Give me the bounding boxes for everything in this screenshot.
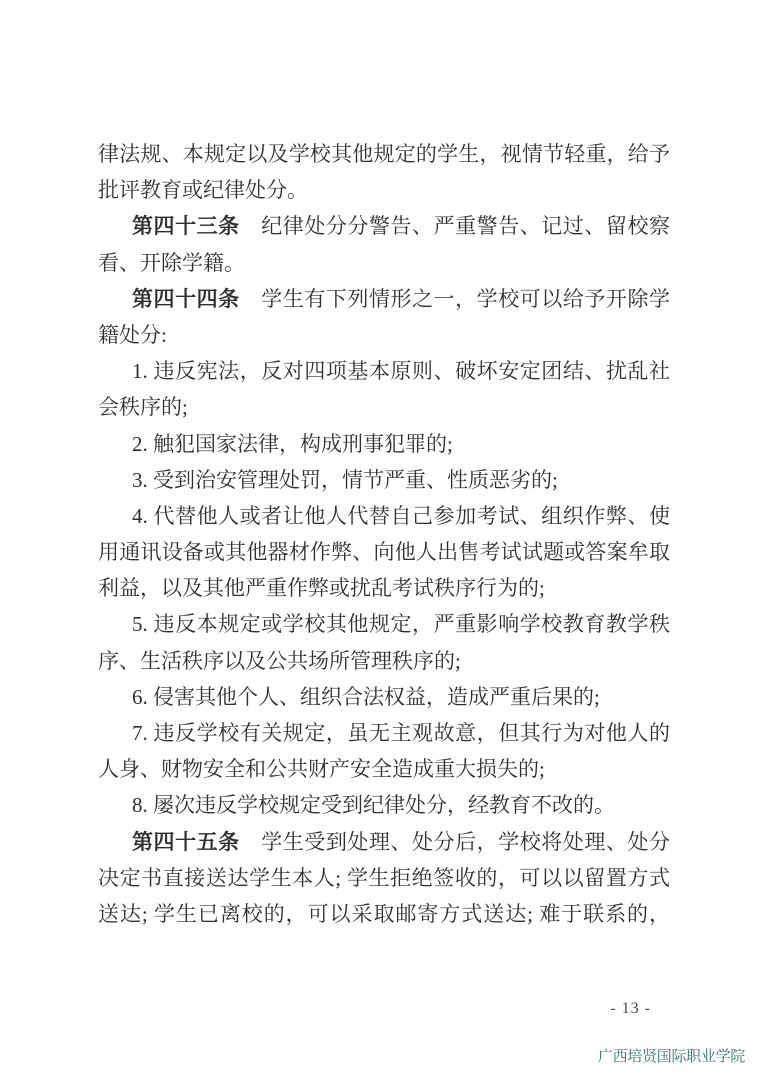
document-body [98, 136, 670, 932]
document-line: 7. 违反学校有关规定，虽无主观故意，但其行为对他人的 [132, 721, 670, 745]
document-line: 第四十四条 学生有下列情形之一，学校可以给予开除学 [132, 286, 671, 311]
document-line: 第四十五条 学生受到处理、处分后，学校将处理、处分 [132, 829, 671, 854]
document-line: 8. 屡次违反学校规定受到纪律处分，经教育不改的。 [132, 793, 615, 818]
document-line: 律法规、本规定以及学校其他规定的学生，视情节轻重，给予 [98, 142, 670, 166]
institution-footer: 广西培贤国际职业学院 [597, 1049, 745, 1065]
document-line: 序、生活秩序以及公共场所管理秩序的; [98, 648, 461, 673]
document-line: 6. 侵害其他个人、组织合法权益，造成严重后果的; [132, 684, 600, 709]
document-line: 3. 受到治安管理处罚，情节严重、性质恶劣的; [132, 467, 558, 492]
article-number: 第四十五条 [132, 829, 240, 854]
document-line: 1. 违反宪法，反对四项基本原则、破坏安定团结、扰乱社 [132, 359, 670, 384]
document-line: 4. 代替他人或者让他人代替自己参加考试、组织作弊、使 [132, 503, 670, 528]
article-number: 第四十四条 [132, 286, 240, 311]
document-line: 用通讯设备或其他器材作弊、向他人出售考试试题或答案牟取 [98, 540, 670, 565]
document-line: 送达; 学生已离校的，可以采取邮寄方式送达; 难于联系的， [98, 901, 670, 926]
document-line: 批评教育或纪律处分。 [98, 178, 308, 203]
article-number: 第四十三条 [132, 214, 240, 239]
document-line: 籍处分: [98, 322, 167, 347]
document-line: 看、开除学籍。 [98, 250, 245, 275]
document-line: 5. 违反本规定或学校其他规定，严重影响学校教育教学秩 [132, 612, 670, 637]
document-line: 2. 触犯国家法律，构成刑事犯罪的; [132, 431, 453, 456]
document-line: 人身、财物安全和公共财产安全造成重大损失的; [98, 757, 545, 782]
document-line: 会秩序的; [98, 395, 188, 420]
document-line: 利益，以及其他严重作弊或扰乱考试秩序行为的; [98, 576, 545, 601]
document-line: 第四十三条 纪律处分分警告、严重警告、记过、留校察 [132, 214, 671, 239]
document-line: 决定书直接送达学生本人; 学生拒绝签收的，可以以留置方式 [98, 865, 670, 890]
page-number: - 13 - [610, 1000, 651, 1017]
